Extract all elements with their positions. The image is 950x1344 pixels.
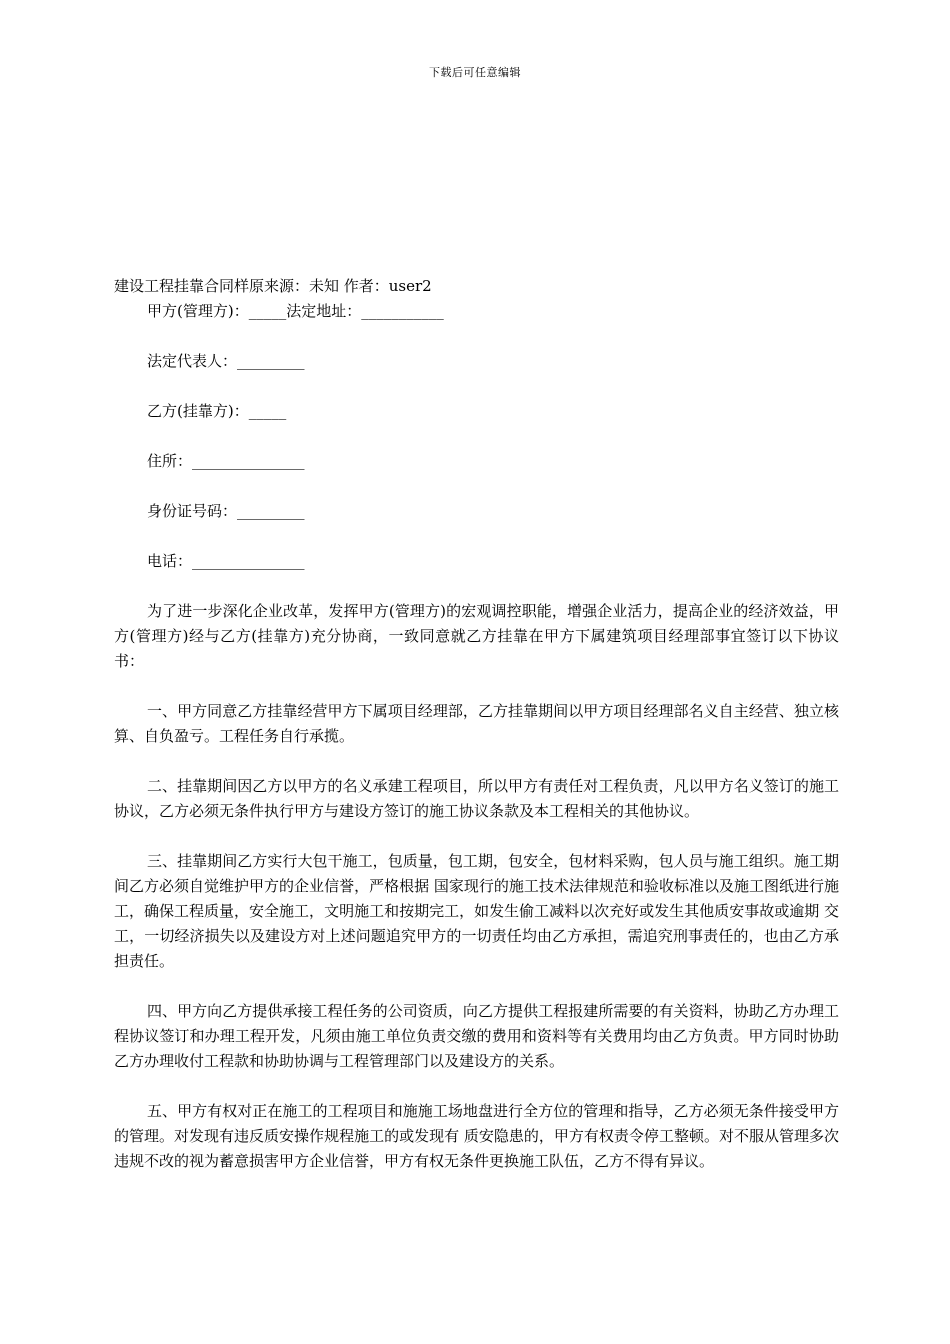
intro-paragraph: 为了进一步深化企业改革，发挥甲方(管理方)的宏观调控职能，增强企业活力，提高企业的经济效益，甲方(管理方)经与乙方(挂靠方)充分协商，一致同意就乙方挂靠在甲方下属建筑项目经理部事宜签订以下协议书： bbox=[114, 602, 839, 670]
address-field: 住所：_______________ bbox=[147, 452, 305, 470]
clause-5: 五、甲方有权对正在施工的工程项目和施施工场地盘进行全方位的管理和指导，乙方必须无条件接受甲方的管理。对发现有违反质安操作规程施工的或发现有 质安隐患的，甲方有权责令停工整顿。对不服从管理多次违规不改的视为蓄意损害甲方企业信誉，甲方有权无条件更换施工队伍，乙方不得有异议。 bbox=[114, 1102, 839, 1170]
id-number-field: 身份证号码：_________ bbox=[147, 502, 305, 520]
document-body bbox=[114, 274, 839, 1174]
document-title: 建设工程挂靠合同样原来源：未知 作者：user2 bbox=[114, 277, 432, 295]
header-note: 下载后可任意编辑 bbox=[429, 66, 521, 79]
clause-4: 四、甲方向乙方提供承接工程任务的公司资质，向乙方提供工程报建所需要的有关资料，协助乙方办理工程协议签订和办理工程开发，凡须由施工单位负责交缴的费用和资料等有关费用均由乙方负责。甲方同时协助乙方办理收付工程款和协助协调与工程管理部门以及建设方的关系。 bbox=[114, 1002, 839, 1070]
party-a-field: 甲方(管理方)：_____法定地址：___________ bbox=[147, 302, 444, 320]
party-b-field: 乙方(挂靠方)：_____ bbox=[147, 402, 287, 420]
clause-3: 三、挂靠期间乙方实行大包干施工，包质量，包工期，包安全，包材料采购，包人员与施工组织。施工期间乙方必须自觉维护甲方的企业信誉，严格根据 国家现行的施工技术法律规范和验收标准以及施工图纸进行施工，确保工程质量，安全施工，文明施工和按期完工，如发生偷工减料以次充好或发生其他质安事故或逾期 交工，一切经济损失以及建设方对上述问题追究甲方的一切责任均由乙方承担，需追究刑事责任的，也由乙方承担责任。 bbox=[114, 852, 839, 970]
clause-1: 一、甲方同意乙方挂靠经营甲方下属项目经理部，乙方挂靠期间以甲方项目经理部名义自主经营、独立核算、自负盈亏。工程任务自行承揽。 bbox=[114, 702, 839, 745]
phone-field: 电话：_______________ bbox=[147, 552, 305, 570]
clause-2: 二、挂靠期间因乙方以甲方的名义承建工程项目，所以甲方有责任对工程负责，凡以甲方名义签订的施工协议，乙方必须无条件执行甲方与建设方签订的施工协议条款及本工程相关的其他协议。 bbox=[114, 777, 839, 820]
legal-representative-field: 法定代表人：_________ bbox=[147, 352, 305, 370]
